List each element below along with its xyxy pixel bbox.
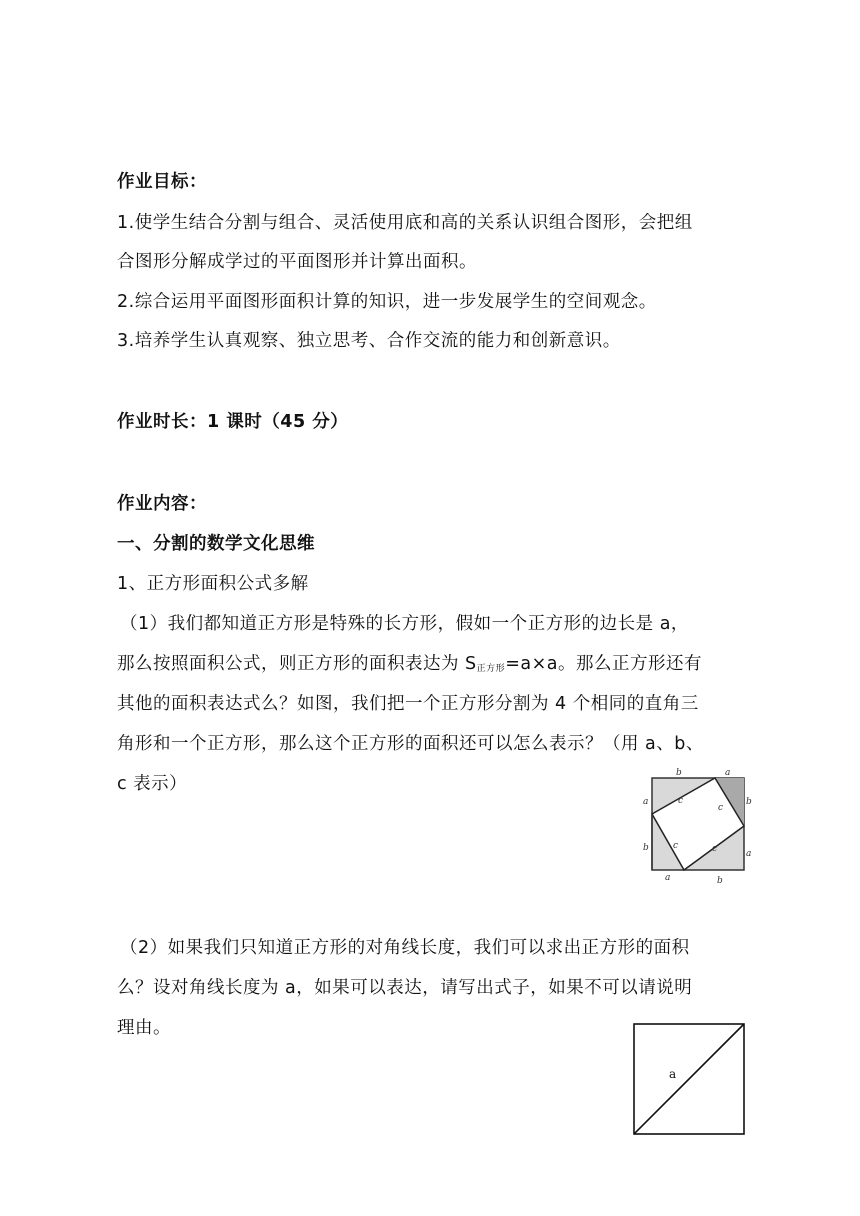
label-top-b: b xyxy=(676,768,682,778)
label-c-2: c xyxy=(718,803,724,813)
goal-item-3: 3.培养学生认真观察、独立思考、合作交流的能力和创新意识。 xyxy=(117,331,621,351)
label-diagonal-a: a xyxy=(669,1067,677,1081)
figure-square-partition xyxy=(640,766,760,886)
label-c-1: c xyxy=(678,796,684,806)
question-2-line-2: 么？设对角线长度为 a，如果可以表达，请写出式子，如果不可以请说明 xyxy=(117,978,693,998)
content-heading: 作业内容： xyxy=(117,494,207,514)
goals-heading: 作业目标： xyxy=(117,172,207,192)
subscript-square: 正方形 xyxy=(476,664,506,674)
label-bottom-a: a xyxy=(665,873,671,883)
question-1-line-5: c 表示） xyxy=(117,774,188,794)
label-top-a: a xyxy=(725,768,731,778)
duration: 作业时长：1 课时（45 分） xyxy=(117,412,349,432)
label-bottom-b: b xyxy=(717,876,723,886)
question-1-line-2-post: =a×a。那么正方形还有 xyxy=(505,654,702,674)
label-left-a: a xyxy=(643,797,649,807)
label-right-b: b xyxy=(746,797,752,807)
goal-item-1-line-2: 合图形分解成学过的平面图形并计算出面积。 xyxy=(117,252,477,272)
question-1-line-2-pre: 那么按照面积公式，则正方形的面积表达为 S xyxy=(117,654,477,674)
goal-item-2: 2.综合运用平面图形面积计算的知识，进一步发展学生的空间观念。 xyxy=(117,292,657,312)
question-2-line-1: （2）如果我们只知道正方形的对角线长度，我们可以求出正方形的面积 xyxy=(120,938,690,958)
label-c-4: c xyxy=(712,844,718,854)
question-2-line-3: 理由。 xyxy=(117,1018,171,1038)
goal-item-1-line-1: 1.使学生结合分割与组合、灵活使用底和高的关系认识组合图形，会把组 xyxy=(117,213,693,233)
label-c-3: c xyxy=(673,841,679,851)
figure-square-diagonal xyxy=(632,1022,748,1138)
section-1-title: 一、分割的数学文化思维 xyxy=(117,534,315,554)
label-right-a: a xyxy=(746,849,752,859)
label-left-b: b xyxy=(643,843,649,853)
question-1-line-2 xyxy=(117,650,702,675)
question-1-line-1: （1）我们都知道正方形是特殊的长方形，假如一个正方形的边长是 a， xyxy=(120,614,689,634)
question-1-line-3: 其他的面积表达式么？如图，我们把一个正方形分割为 4 个相同的直角三 xyxy=(117,694,699,714)
question-1-line-4: 角形和一个正方形，那么这个正方形的面积还可以怎么表示？（用 a、b、 xyxy=(117,734,704,754)
subsection-1-title: 1、正方形面积公式多解 xyxy=(117,574,309,594)
